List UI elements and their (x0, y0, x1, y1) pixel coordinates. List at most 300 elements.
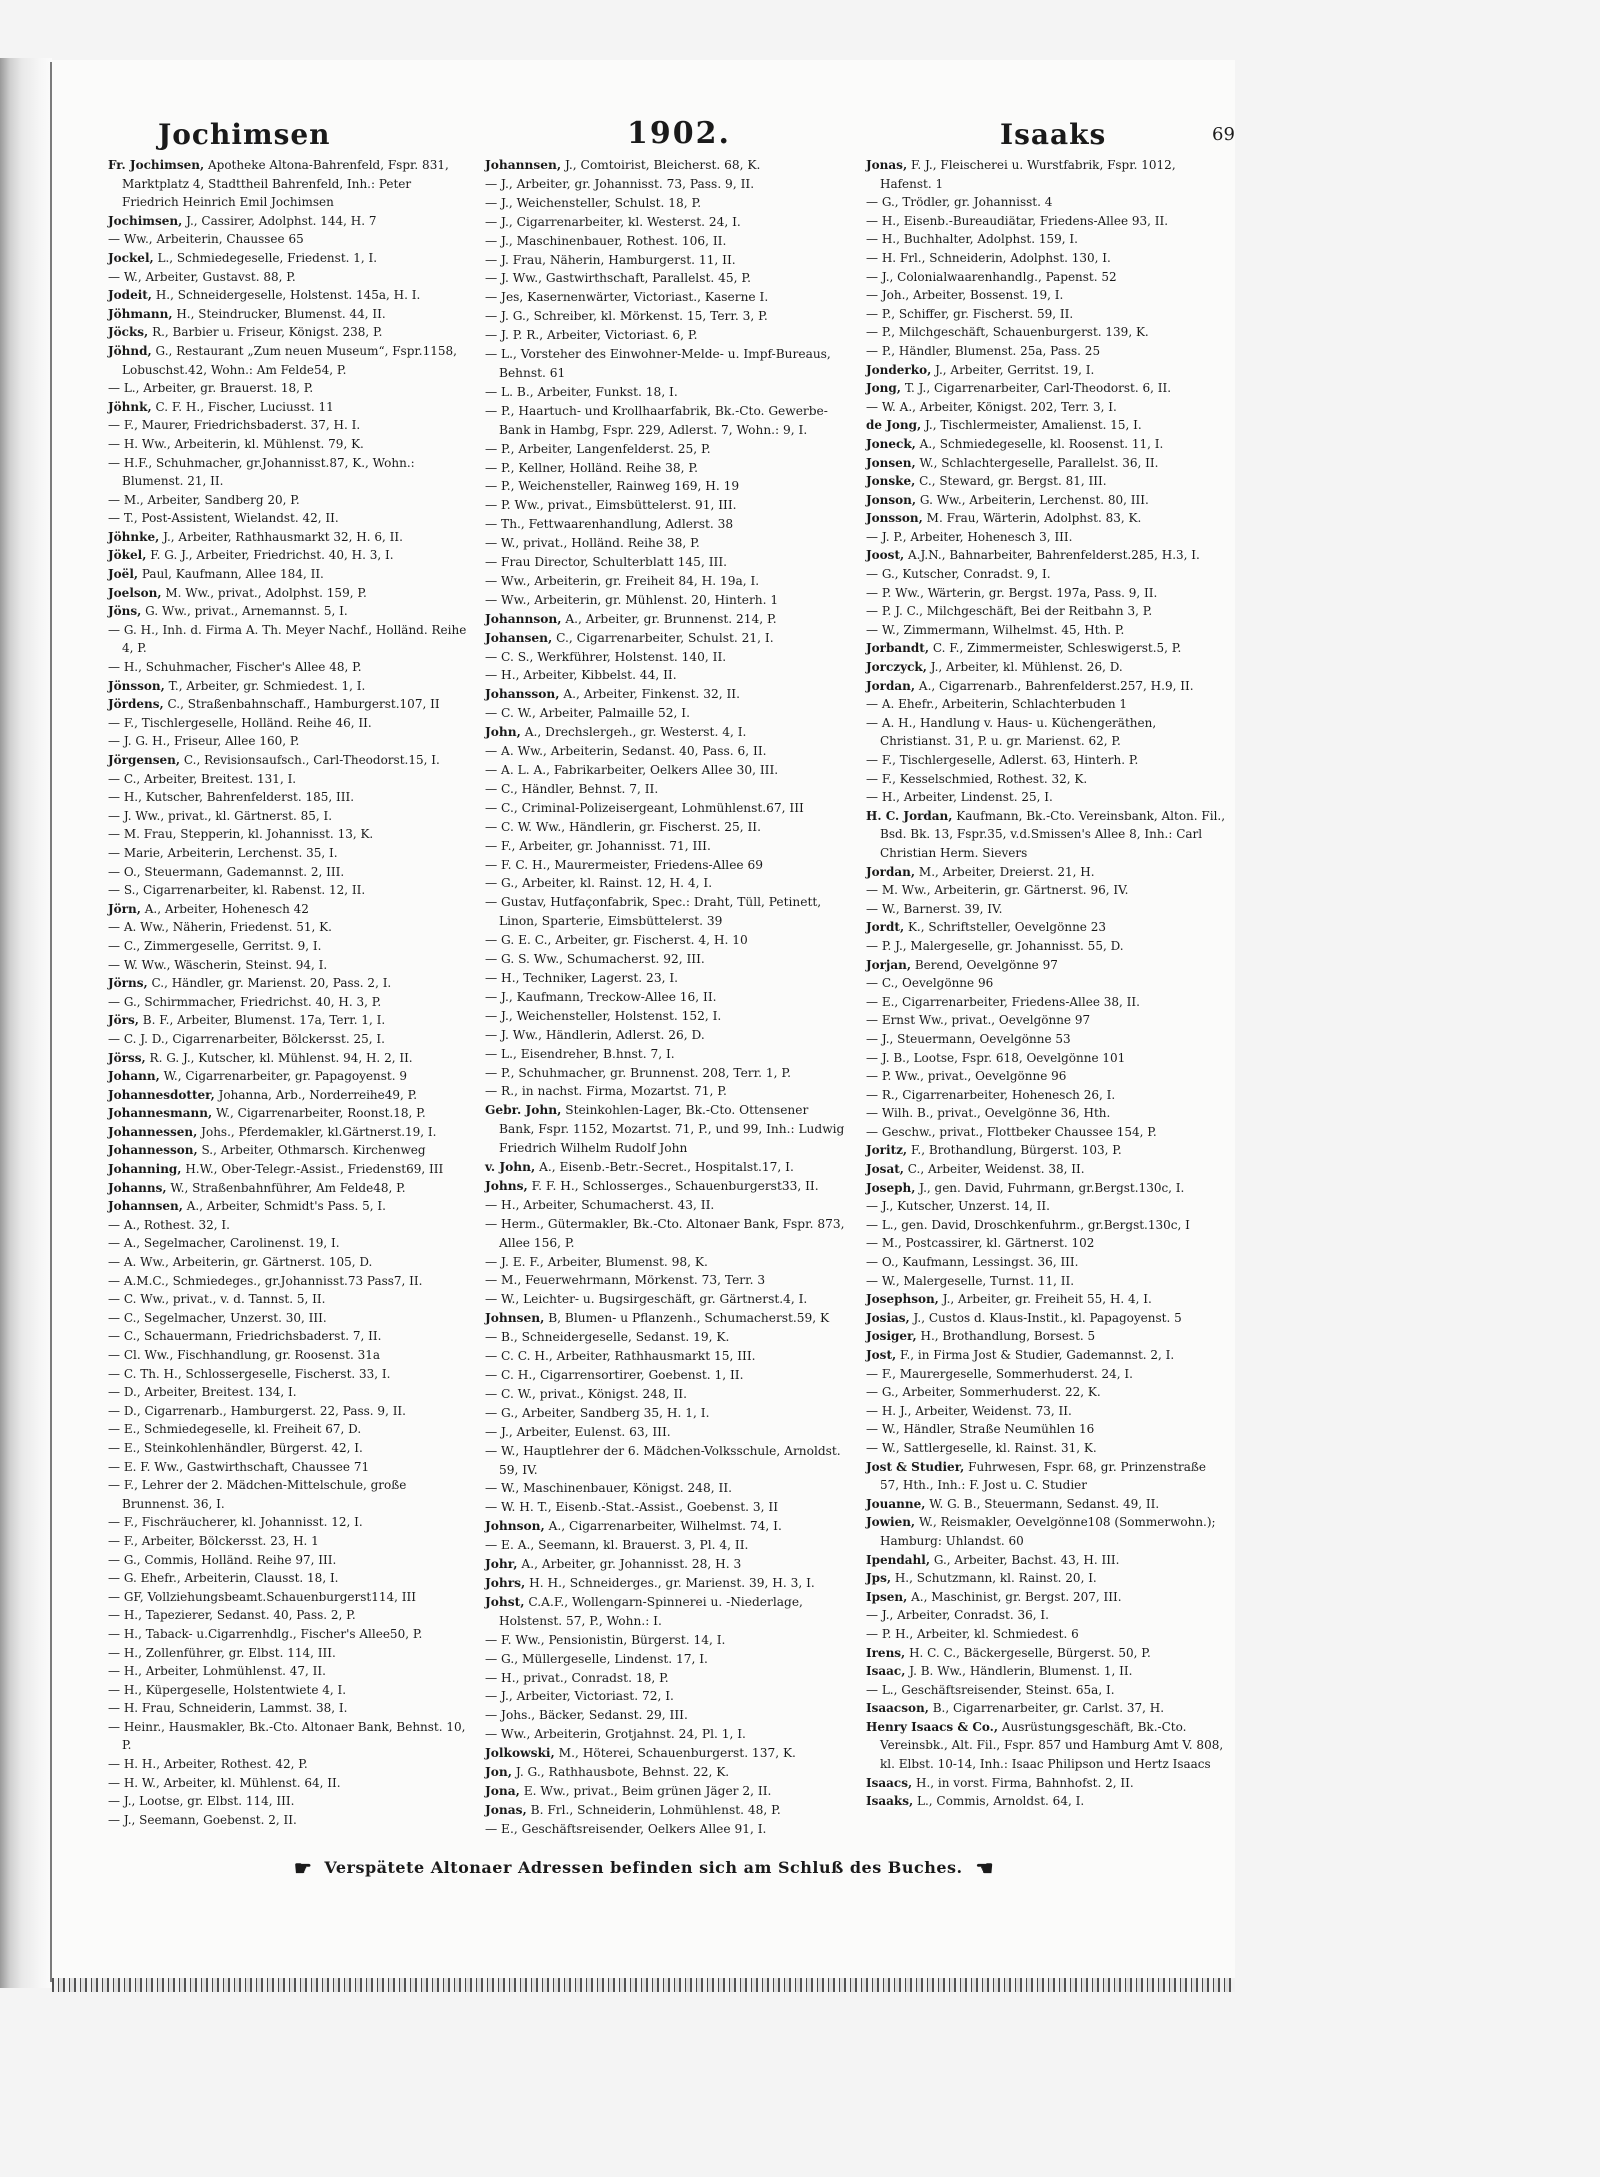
directory-entry (485, 1744, 845, 1763)
page-bottom-edge (52, 1978, 1235, 1992)
entry-surname: Jöhnd, (108, 343, 152, 358)
entry-details: — C., Zimmergeselle, Gerritst. 9, I. (108, 938, 322, 953)
entry-details: — C. Ww., privat., v. d. Tannst. 5, II. (108, 1292, 326, 1307)
entry-details: H., Steindrucker, Blumenst. 44, II. (176, 306, 386, 321)
entry-details: C. F. H., Fischer, Luciusst. 11 (155, 399, 334, 414)
entry-details: — H., Küpergeselle, Holstentwiete 4, I. (108, 1682, 347, 1697)
entry-details: — F., Kesselschmied, Rothest. 32, K. (866, 771, 1088, 786)
directory-entry (866, 286, 1226, 305)
entry-details: R., Barbier u. Friseur, Königst. 238, P. (152, 325, 383, 340)
entry-surname: Jona, (485, 1783, 520, 1798)
entry-details: — P. Ww., Wärterin, gr. Bergst. 197a, Pass. 9, II. (866, 585, 1158, 600)
directory-entry (485, 1650, 845, 1669)
entry-details: — F., Maurergeselle, Sommerhuderst. 24, I. (866, 1366, 1133, 1381)
entry-details: — G., Müllergeselle, Lindenst. 17, I. (485, 1651, 708, 1666)
directory-entry (866, 621, 1226, 640)
entry-details: J., Custos d. Klaus-Instit., kl. Papagoyenst. 5 (913, 1310, 1182, 1325)
entry-details: — P., Haartuch- und Krollhaarfabrik, Bk.-Cto. Gewerbe-Bank in Hambg, Fspr. 229, Adlerst. 7, Wohn.: 9, I. (485, 403, 828, 437)
directory-entry (866, 1458, 1226, 1495)
entry-details: — Herm., Gütermakler, Bk.-Cto. Altonaer Bank, Fspr. 873, Allee 156, P. (485, 1216, 845, 1250)
directory-entry (108, 509, 468, 528)
entry-details: Fuhrwesen, Fspr. 68, gr. Prinzenstraße 57, Hth., Inh.: F. Jost u. C. Studier (880, 1459, 1207, 1493)
entry-details: — C. S., Werkführer, Holstenst. 140, II. (485, 649, 727, 664)
directory-entry (108, 1699, 468, 1718)
directory-entry (108, 268, 468, 287)
directory-entry (108, 249, 468, 268)
entry-details: M. Ww., privat., Adolphst. 159, P. (165, 585, 367, 600)
entry-surname: Johnsen, (485, 1311, 545, 1326)
directory-entry (485, 1404, 845, 1423)
directory-entry (485, 1498, 845, 1517)
entry-details: — F., Tischlergeselle, Holländ. Reihe 46, II. (108, 715, 372, 730)
entry-details: A.J.N., Bahnarbeiter, Bahrenfelderst.285, H.3, I. (908, 548, 1200, 563)
entry-surname: Johr, (485, 1557, 518, 1572)
entry-surname: Jökel, (108, 548, 147, 563)
entry-surname: Jonas, (866, 158, 908, 172)
directory-entry (866, 193, 1226, 212)
entry-details: — S., Cigarrenarbeiter, kl. Rabenst. 12, II. (108, 883, 366, 898)
entry-details: — G. H., Inh. d. Firma A. Th. Meyer Nachf., Holländ. Reihe 4, P. (108, 622, 467, 656)
entry-details: A., Maschinist, gr. Bergst. 207, III. (911, 1589, 1122, 1604)
entry-details: W. G. B., Steuermann, Sedanst. 49, II. (929, 1496, 1160, 1511)
entry-details: — M. Frau, Stepperin, kl. Johannisst. 13, K. (108, 827, 374, 842)
directory-entry (485, 704, 845, 723)
entry-details: — P. J., Malergeselle, gr. Johannisst. 55, D. (866, 938, 1124, 953)
directory-entry (108, 305, 468, 324)
entry-surname: Fr. Jochimsen, (108, 158, 205, 172)
directory-entry (485, 1347, 845, 1366)
entry-surname: H. C. Jordan, (866, 808, 953, 823)
directory-entry (485, 1669, 845, 1688)
directory-entry (108, 1049, 468, 1068)
entry-details: S., Arbeiter, Othmarsch. Kirchenweg (201, 1143, 426, 1158)
directory-entry (485, 345, 845, 383)
entry-details: — J. G., Schreiber, kl. Mörkenst. 15, Terr. 3, P. (485, 309, 768, 324)
entry-surname: Jordan, (866, 678, 916, 693)
directory-entry (108, 1216, 468, 1235)
entry-details: — J. P., Arbeiter, Hohenesch 3, III. (866, 529, 1073, 544)
directory-entry (108, 863, 468, 882)
entry-details: — A. Ww., Arbeiterin, Sedanst. 40, Pass. 6, II. (485, 744, 767, 759)
directory-entry (866, 1662, 1226, 1681)
directory-entry (866, 1234, 1226, 1253)
directory-entry (485, 1007, 845, 1026)
entry-details: — D., Arbeiter, Breitest. 134, I. (108, 1385, 297, 1400)
entry-details: — H. H., Arbeiter, Rothest. 42, P. (108, 1757, 308, 1772)
entry-surname: Jonas, (485, 1802, 527, 1817)
directory-entry (485, 1687, 845, 1706)
directory-entry (866, 695, 1226, 714)
entry-details: J., Comtoirist, Bleicherst. 68, K. (564, 158, 761, 172)
entry-surname: Isaaks, (866, 1794, 914, 1809)
entry-details: — W., Sattlergeselle, kl. Rainst. 31, K. (866, 1440, 1097, 1455)
entry-details: — W., Hauptlehrer der 6. Mädchen-Volksschule, Arnoldst. 59, IV. (485, 1443, 841, 1477)
directory-entry (108, 602, 468, 621)
entry-details: — F., Tischlergeselle, Adlerst. 63, Hinterh. P. (866, 753, 1139, 767)
pointing-hand-icon: ☛ (974, 1856, 994, 1880)
entry-details: Apotheke Altona-Bahrenfeld, Fspr. 831, Marktplatz 4, Stadttheil Bahrenfeld, Inh.: Peter Friedrich Heinrich Emil Jochimsen (122, 158, 449, 210)
directory-entry (485, 1158, 845, 1177)
entry-details: H., Brothandlung, Borsest. 5 (920, 1329, 1096, 1344)
entry-surname: Jöhnk, (108, 399, 152, 414)
directory-entry (866, 1141, 1226, 1160)
entry-details: — J. Ww., privat., kl. Gärtnerst. 85, I. (108, 808, 333, 823)
directory-entry (108, 546, 468, 565)
directory-entry (108, 918, 468, 937)
entry-surname: Jockel, (108, 250, 154, 265)
directory-entry (485, 477, 845, 496)
directory-entry (485, 1271, 845, 1290)
entry-surname: Jorbandt, (866, 641, 930, 656)
entry-details: — A. H., Handlung v. Haus- u. Küchengeräthen, Christianst. 31, P. u. gr. Marienst. 62, P. (866, 715, 1157, 749)
entry-surname: Johannsen, (108, 1199, 183, 1214)
entry-details: F., in Firma Jost & Studier, Gademannst. 2, I. (900, 1348, 1175, 1362)
directory-entry (485, 440, 845, 459)
entry-details: — P. Ww., privat., Eimsbüttelerst. 91, III. (485, 498, 737, 513)
directory-entry (108, 323, 468, 342)
entry-details: — J., Seemann, Goebenst. 2, II. (108, 1812, 297, 1827)
directory-entry (108, 1644, 468, 1663)
entry-surname: Johannessen, (108, 1124, 198, 1139)
directory-entry (108, 1625, 468, 1644)
entry-details: J. B. Ww., Händlerin, Blumenst. 1, II. (909, 1664, 1133, 1679)
directory-entry (485, 1706, 845, 1725)
entry-details: — C., Schauermann, Friedrichsbaderst. 7, II. (108, 1329, 382, 1344)
entry-details: F. F. H., Schlosserges., Schauenburgerst33, II. (531, 1178, 819, 1193)
directory-entry (866, 1681, 1226, 1700)
entry-details: — M. Ww., Arbeiterin, gr. Gärtnerst. 96, IV. (866, 883, 1129, 898)
entry-surname: Ipendahl, (866, 1552, 930, 1567)
directory-entry (108, 584, 468, 603)
entry-details: C., Händler, gr. Marienst. 20, Pass. 2, I. (151, 976, 392, 991)
entry-details: — J., Maschinenbauer, Rothest. 106, II. (485, 233, 727, 248)
entry-details: — G., Kutscher, Conradst. 9, I. (866, 567, 1051, 582)
entry-surname: Jörn, (108, 901, 141, 916)
directory-entry (866, 639, 1226, 658)
entry-details: W., Straßenbahnführer, Am Felde48, P. (170, 1180, 406, 1195)
directory-entry (108, 1532, 468, 1551)
directory-entry (485, 213, 845, 232)
directory-entry (108, 658, 468, 677)
directory-entry (866, 323, 1226, 342)
entry-details: — W., Leichter- u. Bugsirgeschäft, gr. Gärtnerst.4, I. (485, 1292, 808, 1307)
directory-entry (485, 1064, 845, 1083)
directory-entry (485, 1593, 845, 1631)
footer-note (52, 1856, 1235, 1882)
entry-surname: Jolkowski, (485, 1746, 555, 1761)
directory-entry (866, 1253, 1226, 1272)
entry-details: B., Cigarrenarbeiter, gr. Carlst. 37, H. (932, 1701, 1165, 1716)
entry-details: — F. Ww., Pensionistin, Bürgerst. 14, I. (485, 1632, 726, 1647)
entry-details: — F., Fischräucherer, kl. Johannisst. 12, I. (108, 1515, 363, 1530)
directory-entry (485, 459, 845, 478)
running-header (52, 112, 1235, 156)
entry-details: H., in vorst. Firma, Bahnhofst. 2, II. (916, 1775, 1134, 1790)
entry-details: — G., Trödler, gr. Johannisst. 4 (866, 195, 1053, 210)
directory-entry (866, 361, 1226, 380)
entry-details: W., Schlachtergeselle, Parallelst. 36, II. (919, 455, 1159, 470)
entry-details: G. Ww., Arbeiterin, Lerchenst. 80, III. (919, 492, 1149, 507)
entry-details: — Wilh. B., privat., Oevelgönne 36, Hth. (866, 1106, 1111, 1121)
entry-details: — H., Kutscher, Bahrenfelderst. 185, III. (108, 790, 355, 805)
directory-entry (108, 1792, 468, 1811)
gutter-line (50, 62, 52, 1982)
entry-details: L., Schmiedegeselle, Friedenst. 1, I. (157, 250, 378, 265)
entry-details: Steinkohlen-Lager, Bk.-Cto. Ottensener Bank, Fspr. 1152, Mozartst. 71, P., und 99, Inh.: Ludwig Friedrich Wilhelm Rudolf John (499, 1103, 845, 1156)
entry-surname: John, (485, 725, 521, 740)
entry-details: — W., Arbeiter, Gustavst. 88, P. (108, 269, 296, 284)
entry-details: — L. B., Arbeiter, Funkst. 18, I. (485, 384, 678, 399)
entry-details: — M., Postcassirer, kl. Gärtnerst. 102 (866, 1236, 1095, 1251)
entry-surname: Jost & Studier, (866, 1459, 965, 1474)
directory-entry (485, 1253, 845, 1272)
entry-details: — G., Arbeiter, Sandberg 35, H. 1, I. (485, 1405, 710, 1420)
directory-entry (485, 1479, 845, 1498)
directory-column-2 (485, 156, 845, 1839)
entry-details: B. Frl., Schneiderin, Lohmühlenst. 48, P. (530, 1802, 781, 1817)
entry-surname: Jon, (485, 1765, 512, 1780)
entry-details: A., Arbeiter, Schmidt's Pass. 5, I. (186, 1199, 386, 1214)
entry-details: — H. J., Arbeiter, Weidenst. 73, II. (866, 1403, 1072, 1418)
entry-details: J., Cassirer, Adolphst. 144, H. 7 (186, 213, 377, 228)
directory-entry (485, 383, 845, 402)
directory-entry (108, 1011, 468, 1030)
entry-details: — E., Steinkohlenhändler, Bürgerst. 42, I. (108, 1440, 363, 1455)
entry-details: — C., Criminal-Polizeisergeant, Lohmühlenst.67, III (485, 800, 804, 815)
directory-entry (485, 307, 845, 326)
entry-surname: Johansson, (485, 687, 560, 702)
directory-entry (108, 1755, 468, 1774)
directory-entry (866, 1383, 1226, 1402)
directory-entry (108, 1774, 468, 1793)
directory-entry (108, 937, 468, 956)
directory-entry (866, 416, 1226, 435)
entry-surname: Jonsson, (866, 511, 923, 526)
directory-entry (866, 1123, 1226, 1142)
entry-details: — J., Lootse, gr. Elbst. 114, III. (108, 1794, 295, 1809)
directory-entry (485, 856, 845, 875)
directory-entry (866, 677, 1226, 696)
entry-details: — C. J. D., Cigarrenarbeiter, Bölckersst. 25, I. (108, 1031, 385, 1046)
directory-entry (108, 1327, 468, 1346)
directory-entry (866, 714, 1226, 751)
entry-surname: Jonske, (866, 474, 916, 489)
directory-entry (108, 1197, 468, 1216)
directory-entry (866, 379, 1226, 398)
entry-details: — P., Kellner, Holländ. Reihe 38, P. (485, 460, 699, 475)
entry-details: — A. L. A., Fabrikarbeiter, Oelkers Allee 30, III. (485, 763, 779, 777)
entry-details: — J. G. H., Friseur, Allee 160, P. (108, 734, 300, 749)
entry-details: — G. S. Ww., Schumacherst. 92, III. (485, 952, 705, 967)
entry-details: — J. Ww., Händlerin, Adlerst. 26, D. (485, 1027, 705, 1042)
entry-details: — Ww., Arbeiterin, gr. Mühlenst. 20, Hinterh. 1 (485, 592, 779, 607)
directory-entry (108, 1439, 468, 1458)
entry-surname: Johannesdotter, (108, 1087, 215, 1102)
directory-entry (485, 780, 845, 799)
entry-surname: v. John, (485, 1160, 536, 1175)
directory-entry (485, 496, 845, 515)
entry-surname: Jöhmann, (108, 306, 173, 321)
entry-details: B, Blumen- u Pflanzenh., Schumacherst.59, K (548, 1311, 830, 1326)
entry-details: — P. J. C., Milchgeschäft, Bei der Reitbahn 3, P. (866, 604, 1153, 619)
entry-surname: Isaacs, (866, 1775, 913, 1790)
entry-details: A., Arbeiter, Hohenesch 42 (144, 901, 309, 916)
entry-details: — G., Schirmmacher, Friedrichst. 40, H. 3, P. (108, 994, 382, 1009)
entry-details: — Ernst Ww., privat., Oevelgönne 97 (866, 1013, 1091, 1028)
entry-surname: Jörs, (108, 1013, 139, 1028)
entry-details: — A., Segelmacher, Carolinenst. 19, I. (108, 1236, 340, 1251)
directory-entry (108, 695, 468, 714)
entry-surname: Josephson, (866, 1292, 939, 1307)
directory-entry (108, 881, 468, 900)
entry-details: — E. F. Ww., Gastwirthschaft, Chaussee 71 (108, 1459, 370, 1474)
entry-details: C., Straßenbahnschaff., Hamburgerst.107, II (167, 697, 440, 712)
directory-entry (108, 1383, 468, 1402)
entry-details: — O., Kaufmann, Lessingst. 36, III. (866, 1255, 1079, 1270)
entry-details: — W. H. T., Eisenb.-Stat.-Assist., Goebenst. 3, II (485, 1500, 779, 1515)
directory-entry (485, 1423, 845, 1442)
entry-details: M., Höterei, Schauenburgerst. 137, K. (558, 1746, 796, 1761)
directory-entry (108, 1104, 468, 1123)
entry-surname: Joël, (108, 567, 139, 582)
directory-entry (108, 491, 468, 510)
directory-entry (866, 974, 1226, 993)
entry-details: — Joh., Arbeiter, Bossenst. 19, I. (866, 288, 1064, 303)
page-number: 69 (1212, 124, 1235, 145)
directory-entry (866, 546, 1226, 565)
directory-entry (485, 723, 845, 742)
entry-surname: Johannesmann, (108, 1106, 213, 1121)
entry-surname: Johannesson, (108, 1143, 198, 1158)
directory-entry (108, 807, 468, 826)
directory-column-1 (108, 156, 468, 1829)
entry-surname: Jochimsen, (108, 213, 183, 228)
entry-details: — C., Segelmacher, Unzerst. 30, III. (108, 1310, 327, 1325)
entry-details: — J., Kaufmann, Treckow-Allee 16, II. (485, 989, 717, 1004)
directory-entry (485, 1631, 845, 1650)
entry-details: — J., Weichensteller, Holstenst. 152, I. (485, 1008, 722, 1023)
entry-surname: Jönsson, (108, 678, 165, 693)
entry-surname: Irens, (866, 1645, 906, 1660)
entry-details: T. J., Cigarrenarbeiter, Carl-Theodorst. 6, II. (904, 381, 1172, 396)
directory-entry (108, 454, 468, 491)
entry-surname: Joritz, (866, 1143, 908, 1158)
entry-surname: Jöcks, (108, 325, 149, 340)
entry-details: — J., Arbeiter, Eulenst. 63, III. (485, 1424, 671, 1439)
directory-entry (108, 788, 468, 807)
entry-details: — J. B., Lootse, Fspr. 618, Oevelgönne 101 (866, 1050, 1126, 1065)
directory-entry (108, 1086, 468, 1105)
directory-entry (866, 1011, 1226, 1030)
entry-surname: Jps, (866, 1571, 892, 1586)
directory-entry (108, 1123, 468, 1142)
directory-entry (485, 288, 845, 307)
entry-details: — J., Arbeiter, gr. Johannisst. 73, Pass. 9, II. (485, 176, 755, 191)
directory-entry (866, 1197, 1226, 1216)
directory-entry (485, 1196, 845, 1215)
entry-surname: Jodeit, (108, 288, 152, 303)
entry-details: — C. H., Cigarrensortirer, Goebenst. 1, II. (485, 1368, 744, 1382)
directory-entry (866, 435, 1226, 454)
directory-entry (866, 863, 1226, 882)
directory-entry (866, 454, 1226, 473)
directory-entry (866, 770, 1226, 789)
directory-entry (866, 1086, 1226, 1105)
entry-details: Berend, Oevelgönne 97 (914, 957, 1058, 972)
entry-details: — L., Arbeiter, gr. Brauerst. 18, P. (108, 381, 314, 396)
directory-entry (108, 156, 468, 212)
directory-entry (866, 1402, 1226, 1421)
directory-entry (485, 950, 845, 969)
entry-details: — Marie, Arbeiterin, Lerchenst. 35, I. (108, 845, 338, 860)
directory-entry (108, 1513, 468, 1532)
directory-entry (485, 326, 845, 345)
entry-details: — A. Ww., Näherin, Friedenst. 51, K. (108, 920, 332, 935)
directory-entry (866, 1625, 1226, 1644)
directory-entry (866, 751, 1226, 770)
entry-details: — O., Steuermann, Gademannst. 2, III. (108, 864, 345, 879)
directory-entry (108, 1365, 468, 1384)
entry-details: H., Schneidergeselle, Holstenst. 145a, H. I. (155, 288, 421, 303)
entry-details: — A.M.C., Schmiedeges., gr.Johannisst.73 Pass7, II. (108, 1273, 423, 1288)
directory-entry (866, 937, 1226, 956)
entry-details: — Frau Director, Schulterblatt 145, III. (485, 555, 728, 570)
entry-details: J., Arbeiter, Rathhausmarkt 32, H. 6, II. (163, 529, 403, 544)
entry-surname: Gebr. John, (485, 1103, 562, 1118)
entry-details: Johs., Pferdemakler, kl.Gärtnerst.19, I. (201, 1124, 437, 1139)
entry-details: — F., Lehrer der 2. Mädchen-Mittelschule, große Brunnenst. 36, I. (108, 1478, 407, 1511)
entry-surname: Johannsen, (485, 158, 562, 172)
entry-details: — H., Arbeiter, Lohmühlenst. 47, II. (108, 1664, 326, 1679)
entry-details: Kaufmann, Bk.-Cto. Vereinsbank, Alton. Fil., Bsd. Bk. 13, Fspr.35, v.d.Smissen's Allee 8, Inh.: Carl Christian Herm. Sievers (880, 808, 1226, 860)
entry-details: — E., Schmiedegeselle, kl. Freiheit 67, D. (108, 1422, 362, 1437)
directory-entry (485, 1801, 845, 1820)
directory-entry (866, 268, 1226, 287)
directory-entry (866, 305, 1226, 324)
entry-details: — W. Ww., Wäscherin, Steinst. 94, I. (108, 957, 328, 972)
entry-details: J., Arbeiter, kl. Mühlenst. 26, D. (930, 660, 1123, 675)
entry-details: — W. A., Arbeiter, Königst. 202, Terr. 3, I. (866, 399, 1117, 414)
directory-entry (485, 1725, 845, 1744)
entry-details: — Ww., Arbeiterin, gr. Freiheit 84, H. 19a, I. (485, 573, 760, 588)
directory-entry (485, 610, 845, 629)
directory-entry (866, 993, 1226, 1012)
entry-surname: Johansen, (485, 630, 553, 645)
directory-entry (866, 1718, 1226, 1774)
entry-details: H. H., Schneiderges., gr. Marienst. 39, H. 3, I. (529, 1575, 815, 1590)
entry-details: — C. W., privat., Königst. 248, II. (485, 1386, 687, 1401)
entry-details: — L., Eisendreher, B.hnst. 7, I. (485, 1046, 675, 1061)
entry-surname: Jowien, (866, 1515, 916, 1530)
header-last-name: Isaaks (1000, 118, 1107, 151)
directory-entry (485, 988, 845, 1007)
entry-details: — P., Händler, Blumenst. 25a, Pass. 25 (866, 343, 1101, 358)
pointing-hand-icon: ☛ (293, 1856, 313, 1880)
entry-details: — A. Ehefr., Arbeiterin, Schlachterbuden 1 (866, 697, 1128, 712)
entry-details: W., Cigarrenarbeiter, Roonst.18, P. (215, 1106, 426, 1121)
entry-details: — F., Arbeiter, Bölckersst. 23, H. 1 (108, 1533, 319, 1548)
directory-entry (866, 584, 1226, 603)
directory-entry (485, 572, 845, 591)
entry-details: — A., Rothest. 32, I. (108, 1217, 230, 1232)
entry-details: K., Schriftsteller, Oevelgönne 23 (907, 920, 1106, 935)
directory-entry (485, 251, 845, 270)
directory-entry (866, 1774, 1226, 1793)
directory-entry (108, 212, 468, 231)
directory-entry (108, 1606, 468, 1625)
directory-entry (866, 1309, 1226, 1328)
entry-details: — P. H., Arbeiter, kl. Schmiedest. 6 (866, 1626, 1079, 1641)
